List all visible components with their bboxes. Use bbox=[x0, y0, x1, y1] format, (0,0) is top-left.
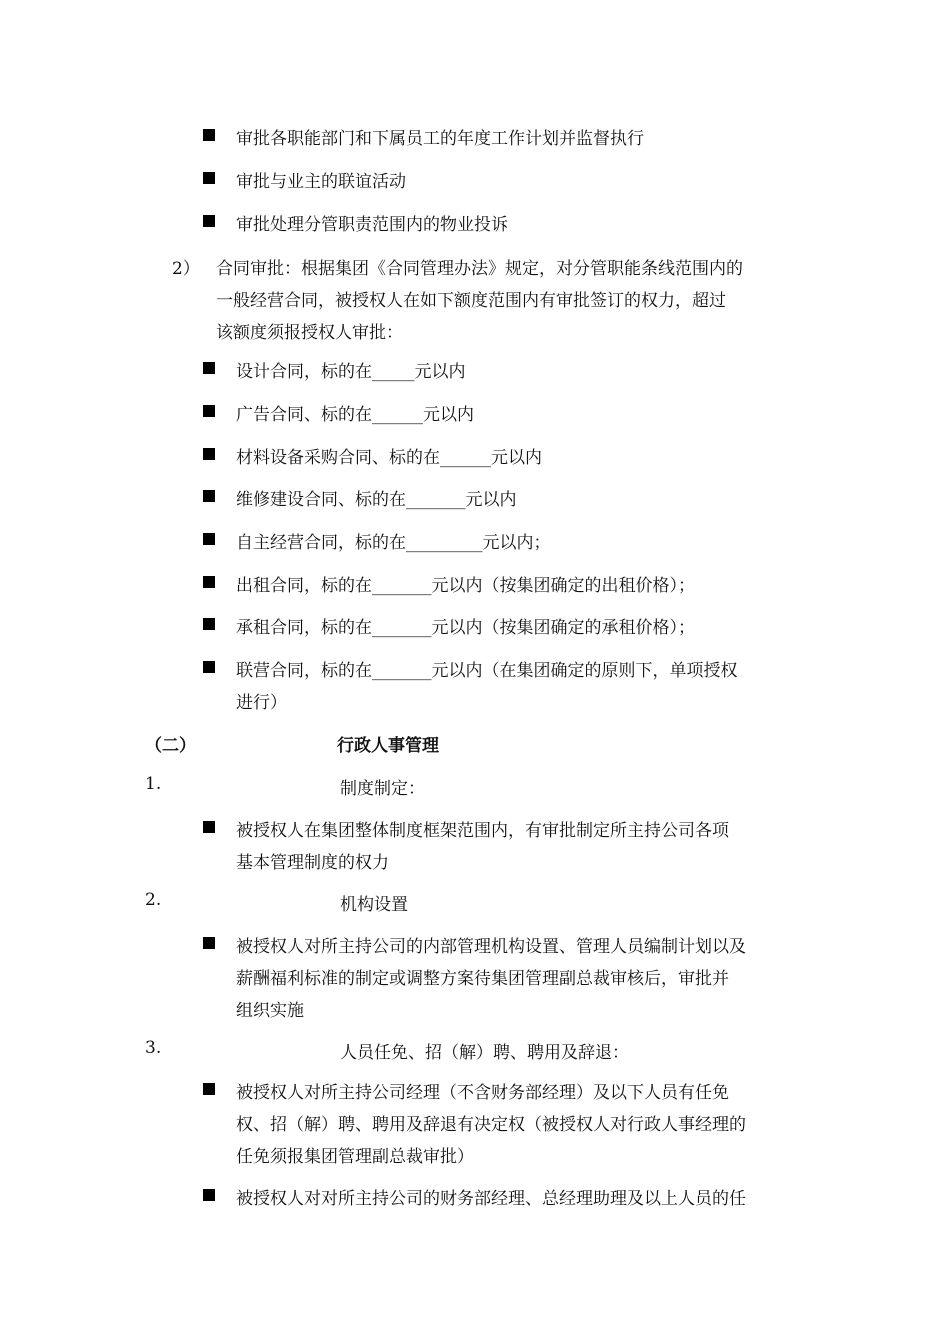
bullet-line: 被授权人对所主持公司的内部管理机构设置、管理人员编制计划以及 bbox=[236, 937, 746, 957]
section-title: 行政人事管理 bbox=[337, 736, 439, 756]
bullet-icon bbox=[203, 215, 215, 227]
bullet-icon bbox=[203, 1083, 215, 1095]
sub-title: 机构设置 bbox=[340, 895, 408, 915]
sub-title: 制度制定： bbox=[340, 779, 425, 799]
bullet-icon bbox=[203, 1189, 215, 1201]
bullet-line: 任免须报集团管理副总裁审批） bbox=[236, 1147, 474, 1167]
bullet-text: 审批处理分管职责范围内的物业投诉 bbox=[236, 215, 508, 235]
bullet-icon bbox=[203, 129, 215, 141]
contract-item: 材料设备采购合同、标的在______元以内 bbox=[236, 448, 542, 468]
bullet-icon bbox=[203, 362, 215, 374]
contract-item-cont: 进行） bbox=[236, 693, 287, 713]
bullet-icon bbox=[203, 172, 215, 184]
bullet-line: 薪酬福利标准的制定或调整方案待集团管理副总裁审核后，审批并 bbox=[236, 969, 729, 989]
sub-title: 人员任免、招（解）聘、聘用及辞退： bbox=[340, 1043, 629, 1063]
bullet-line: 被授权人在集团整体制度框架范围内，有审批制定所主持公司各项 bbox=[236, 821, 729, 841]
bullet-icon bbox=[203, 821, 215, 833]
section-marker: （二） bbox=[145, 736, 196, 756]
bullet-icon bbox=[203, 576, 215, 588]
bullet-icon bbox=[203, 448, 215, 460]
contract-item: 出租合同，标的在_______元以内（按集团确定的出租价格）； bbox=[236, 576, 695, 596]
bullet-icon bbox=[203, 661, 215, 673]
item-text-line: 该额度须报授权人审批： bbox=[216, 323, 403, 343]
sub-number: 3. bbox=[145, 1038, 162, 1058]
sub-number: 1. bbox=[145, 774, 162, 794]
bullet-icon bbox=[203, 490, 215, 502]
bullet-icon bbox=[203, 533, 215, 545]
bullet-line: 基本管理制度的权力 bbox=[236, 853, 389, 873]
bullet-icon bbox=[203, 618, 215, 630]
item-marker: 2） bbox=[172, 259, 200, 279]
contract-item: 广告合同、标的在______元以内 bbox=[236, 405, 474, 425]
item-text-line: 合同审批：根据集团《合同管理办法》规定，对分管职能条线范围内的 bbox=[216, 259, 743, 279]
bullet-text: 审批各职能部门和下属员工的年度工作计划并监督执行 bbox=[236, 129, 644, 149]
bullet-icon bbox=[203, 937, 215, 949]
bullet-line: 被授权人对所主持公司经理（不含财务部经理）及以下人员有任免 bbox=[236, 1083, 729, 1103]
bullet-line: 被授权人对对所主持公司的财务部经理、总经理助理及以上人员的任 bbox=[236, 1189, 746, 1209]
item-text-line: 一般经营合同，被授权人在如下额度范围内有审批签订的权力，超过 bbox=[216, 291, 726, 311]
contract-item: 设计合同，标的在_____元以内 bbox=[236, 362, 466, 382]
bullet-text: 审批与业主的联谊活动 bbox=[236, 172, 406, 192]
bullet-line: 组织实施 bbox=[236, 1001, 304, 1021]
sub-number: 2. bbox=[145, 890, 162, 910]
contract-item: 承租合同，标的在_______元以内（按集团确定的承租价格）； bbox=[236, 618, 695, 638]
bullet-line: 权、招（解）聘、聘用及辞退有决定权（被授权人对行政人事经理的 bbox=[236, 1115, 746, 1135]
contract-item: 联营合同，标的在_______元以内（在集团确定的原则下，单项授权 bbox=[236, 661, 738, 681]
bullet-icon bbox=[203, 405, 215, 417]
contract-item: 维修建设合同、标的在_______元以内 bbox=[236, 490, 517, 510]
contract-item: 自主经营合同，标的在_________元以内； bbox=[236, 533, 551, 553]
